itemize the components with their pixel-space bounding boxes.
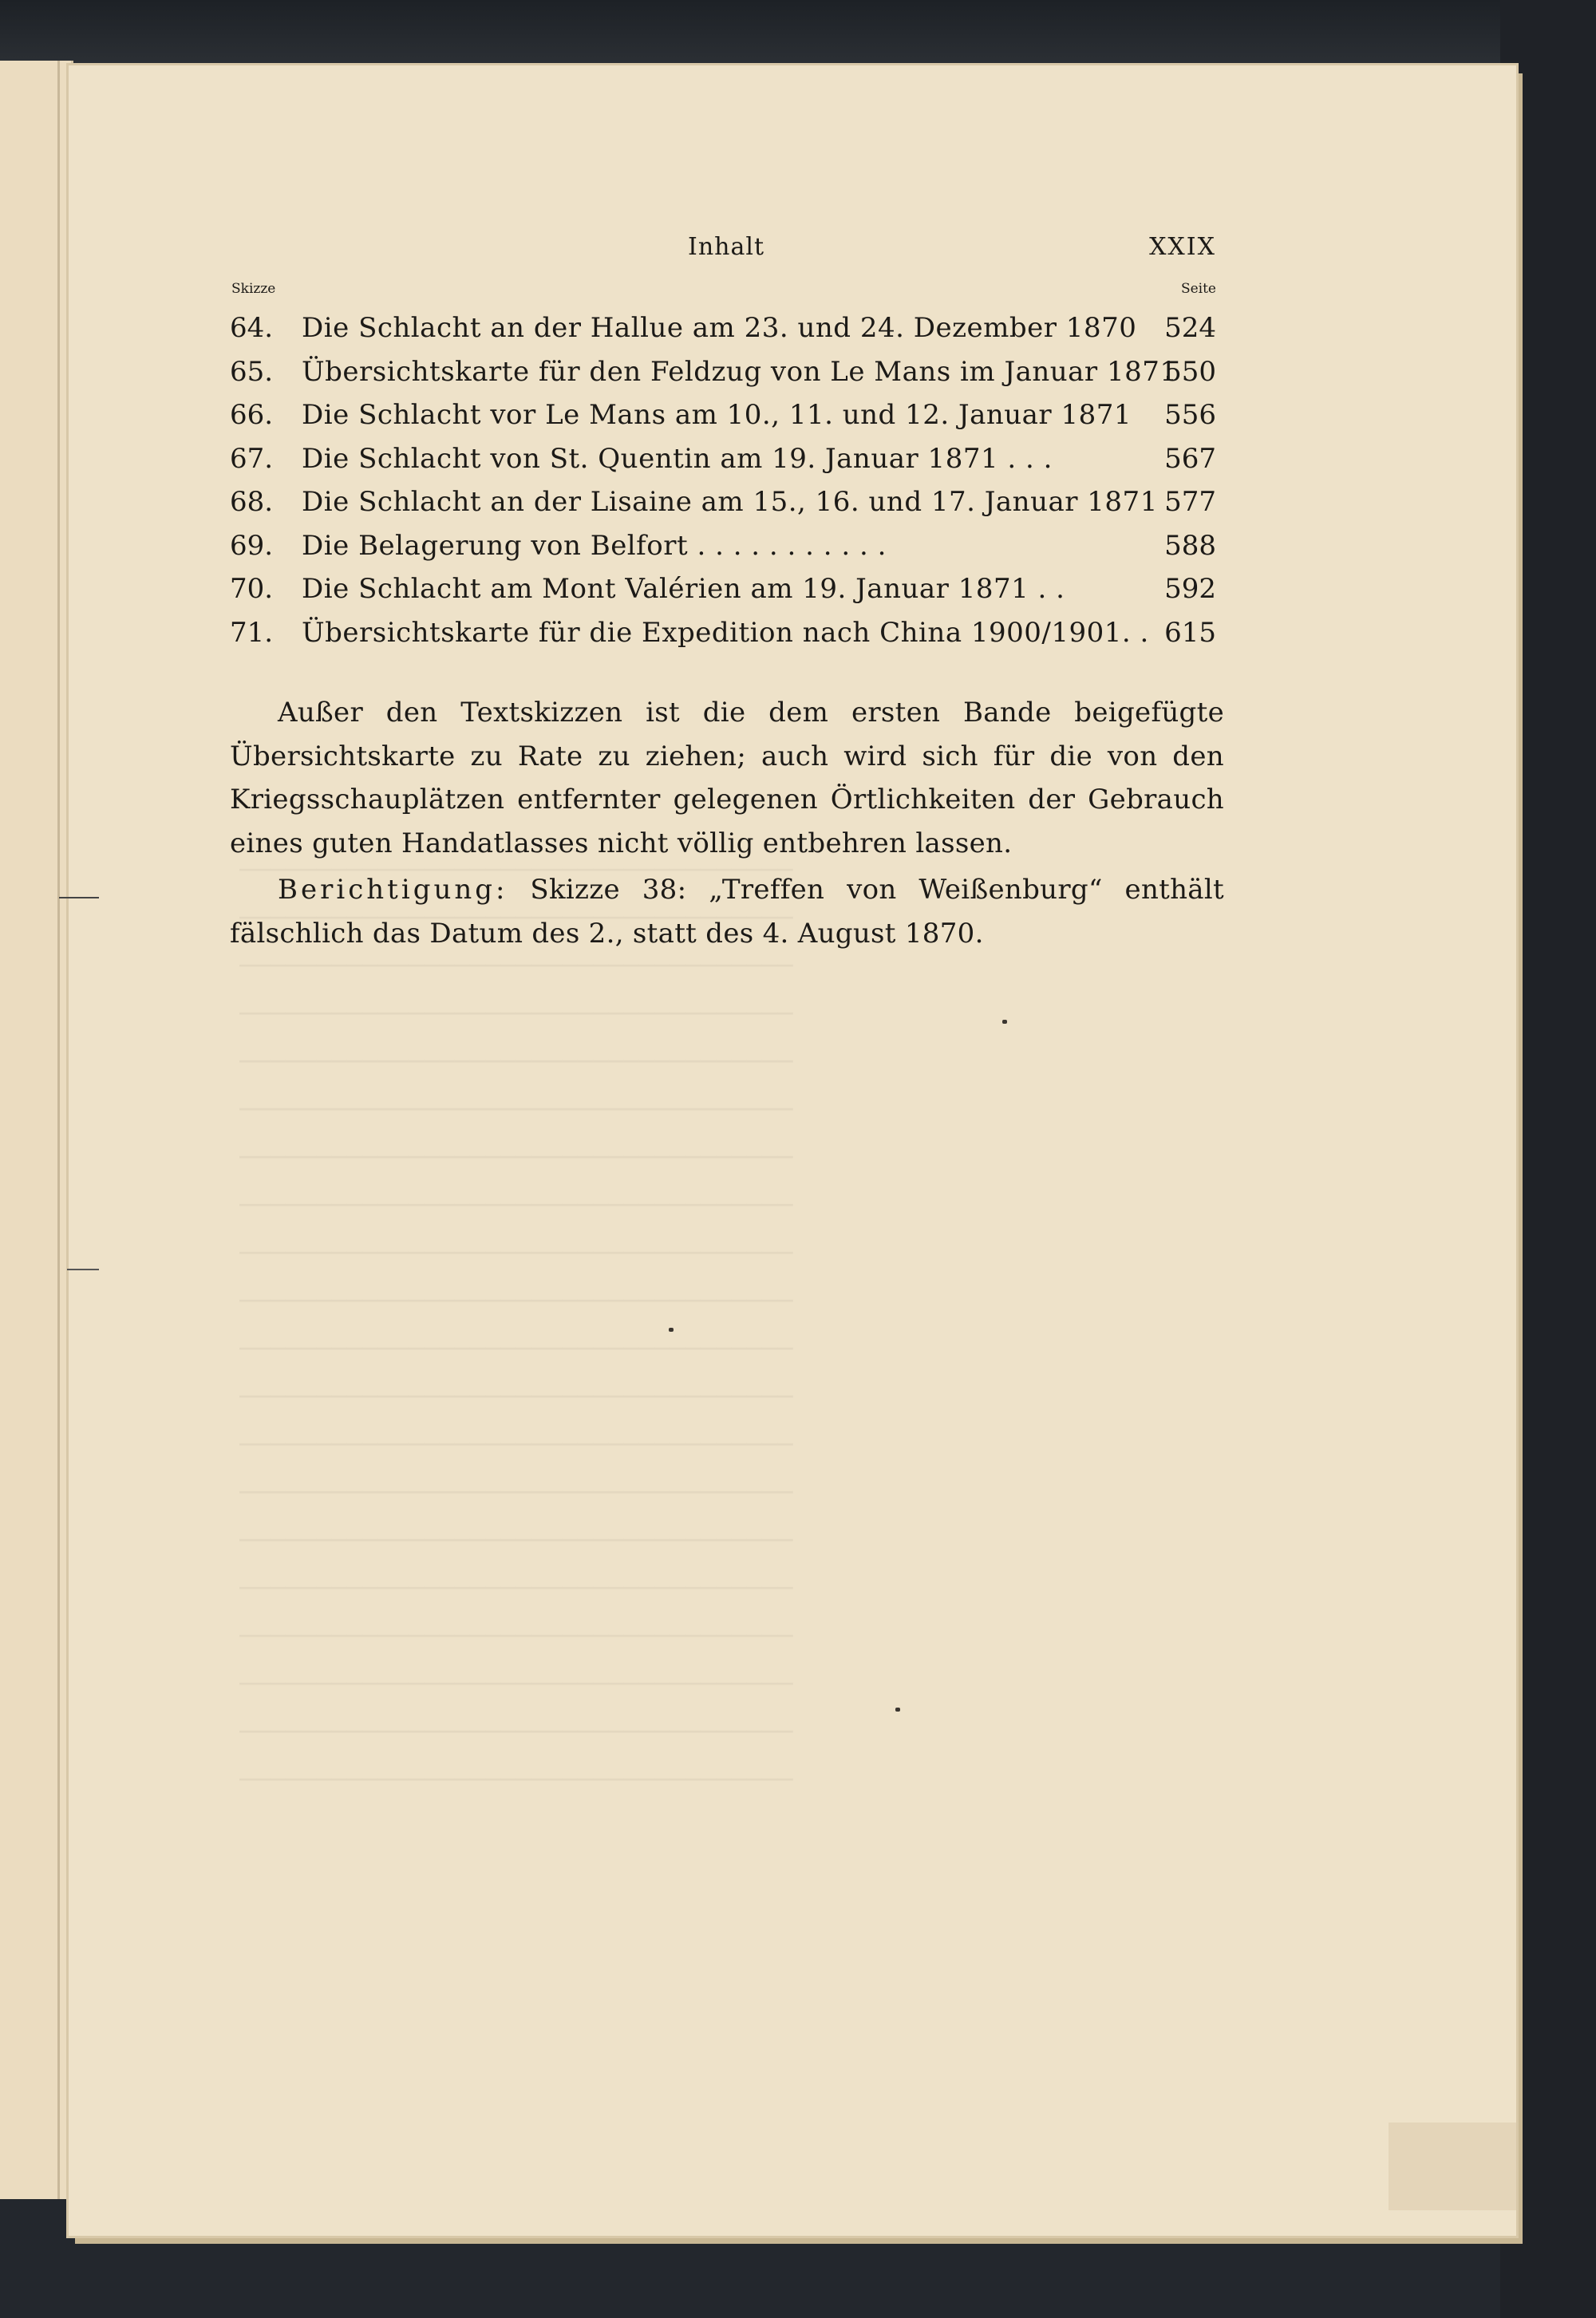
toc-entry-title: Übersichtskarte für den Feldzug von Le Mans im Januar 1871 <box>302 355 1178 388</box>
column-labels <box>0 281 1596 300</box>
margin-mark <box>67 1269 99 1270</box>
toc-entry <box>0 524 1596 568</box>
paper-speck <box>895 1708 900 1712</box>
toc-entry <box>0 393 1596 437</box>
toc-entry-page: 524 <box>1164 312 1216 344</box>
toc-entry <box>0 306 1596 350</box>
notes-section <box>230 691 1224 955</box>
toc-entry-title: Die Schlacht vor Le Mans am 10., 11. und 12. Januar 1871 <box>302 399 1132 431</box>
toc-entry-page: 550 <box>1164 355 1216 388</box>
toc-entry-title: Übersichtskarte für die Expedition nach China 1900/1901. . <box>302 616 1149 649</box>
toc-entry-title: Die Schlacht an der Lisaine am 15., 16. und 17. Januar 1871 <box>302 486 1158 518</box>
toc-entry-page: 567 <box>1164 442 1216 475</box>
running-head <box>0 233 1596 265</box>
toc-entry-number: 64. <box>230 312 274 344</box>
correction-label: Berichtigung: <box>278 874 508 906</box>
correction-paragraph <box>230 868 1224 955</box>
bleed-through-text <box>239 846 1221 1803</box>
column-label-page: Seite <box>1180 281 1216 297</box>
map-note-paragraph: Außer den Textskizzen ist die dem ersten Bande beigefügte Übersichtskarte zu Rate zu ziehen; auch wird sich für die von den Kriegsschauplätzen entfernter gelegenen Örtlichkeiten der Gebrauch eines guten Handatlasses nicht völlig entbehren lassen. <box>230 697 1224 859</box>
scanner-background-top <box>0 0 1596 64</box>
toc-entry <box>0 567 1596 611</box>
margin-mark <box>59 897 99 898</box>
page-corner <box>1389 2123 1516 2210</box>
toc-entry-number: 70. <box>230 573 274 605</box>
toc-entry-number: 65. <box>230 355 274 388</box>
toc-entry-page: 588 <box>1164 529 1216 562</box>
paper-speck <box>669 1328 674 1332</box>
table-of-contents <box>0 306 1596 654</box>
toc-entry-number: 69. <box>230 529 274 562</box>
correction-text: Skizze 38: „Treffen von Weißenburg“ enthält fälschlich das Datum des 2., statt des 4. August 1870. <box>230 874 1225 950</box>
toc-entry-page: 577 <box>1164 486 1216 518</box>
toc-entry-number: 67. <box>230 442 274 475</box>
toc-entry-title: Die Schlacht an der Hallue am 23. und 24. Dezember 1870 <box>302 312 1137 344</box>
toc-entry <box>0 480 1596 524</box>
toc-entry-page: 592 <box>1164 573 1216 605</box>
toc-entry-title: Die Schlacht am Mont Valérien am 19. Januar 1871 . . <box>302 573 1065 605</box>
column-label-sketch: Skizze <box>231 281 276 297</box>
toc-entry-page: 615 <box>1164 616 1216 649</box>
toc-entry <box>0 611 1596 655</box>
toc-entry-number: 71. <box>230 616 274 649</box>
toc-entry-number: 66. <box>230 399 274 431</box>
toc-entry-title: Die Belagerung von Belfort . . . . . . . . . . . <box>302 529 887 562</box>
toc-entry <box>0 350 1596 394</box>
roman-page-number: XXIX <box>1149 233 1216 261</box>
paper-speck <box>1002 1020 1007 1024</box>
running-title: Inhalt <box>687 233 765 261</box>
toc-entry <box>0 437 1596 481</box>
toc-entry-page: 556 <box>1164 399 1216 431</box>
toc-entry-title: Die Schlacht von St. Quentin am 19. Januar 1871 . . . <box>302 442 1053 475</box>
toc-entry-number: 68. <box>230 486 274 518</box>
